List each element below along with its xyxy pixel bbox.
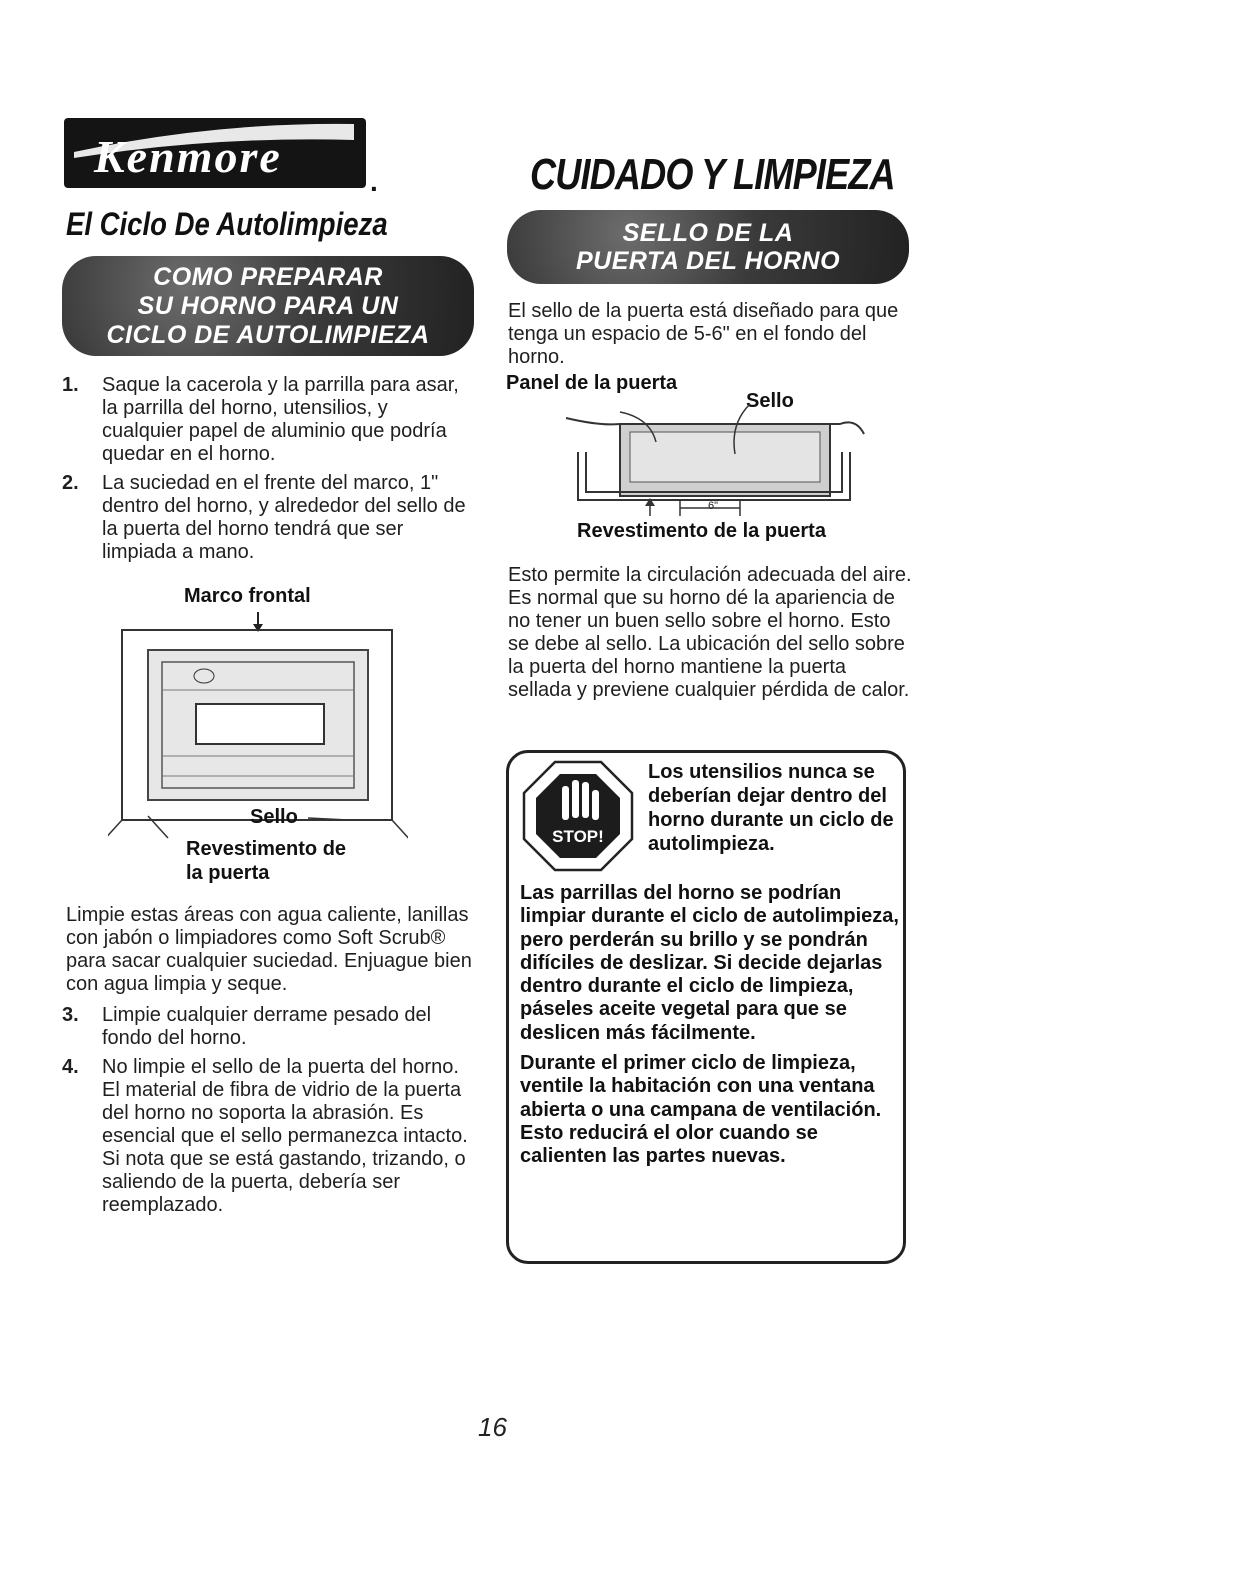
page-number: 16 [478, 1412, 507, 1442]
kenmore-logo [64, 118, 366, 188]
door-seal-banner [507, 210, 909, 284]
figure-label-front-frame: Marco frontal [184, 585, 311, 607]
item-text: Limpie cualquier derrame pesado del fondo del horno. [102, 1004, 432, 1049]
list-item [62, 1004, 472, 1050]
warning-paragraph: Durante el primer ciclo de limpieza, ventile la habitación con una ventana abierta o una campana de ventilación. Esto reducirá el olor cuando se calienten las partes nuevas. [520, 1052, 882, 1168]
figure-dimension-label: 6" [708, 500, 719, 512]
list-item [62, 472, 472, 564]
item-number: 2. [62, 472, 79, 494]
banner-line: COMO PREPARAR [153, 262, 383, 291]
logo-text: Kenmore [94, 131, 282, 182]
figure-label-liner-2: la puerta [186, 862, 270, 884]
item-number: 3. [62, 1004, 79, 1026]
warning-paragraph: Las parrillas del horno se podrían limpiar durante el ciclo de autolimpieza, pero perderán su brillo y se pondrán difíciles de deslizar. Si decide dejarlas dentro durante el ciclo de limpieza, páseles aceite vegetal para que se deslicen más fácilmente. [520, 882, 899, 1044]
banner-line: PUERTA DEL HORNO [575, 247, 841, 275]
steps-list-2 [62, 1004, 472, 1217]
figure-label-liner-1: Revestimento de [186, 838, 347, 860]
list-item [62, 374, 472, 466]
warning-body [520, 882, 904, 1176]
item-number: 1. [62, 374, 79, 396]
list-item [62, 1056, 472, 1217]
door-seal-intro: El sello de la puerta está diseñado para que tenga un espacio de 5-6" en el fondo del horno. [508, 300, 899, 368]
figure-label-seal-left: Sello [250, 806, 298, 828]
logo-trademark-dot: . [370, 166, 378, 197]
stop-label: STOP! [552, 827, 604, 846]
steps-list-1 [62, 374, 472, 564]
item-text: Saque la cacerola y la parrilla para asar, la parrilla del horno, utensilios, y cualquier papel de aluminio que podría quedar en el horno. [102, 374, 459, 465]
clean-instructions-paragraph: Limpie estas áreas con agua caliente, lanillas con jabón o limpiadores como Soft Scrub® para sacar cualquier suciedad. Enjuague bien con agua limpia y seque. [66, 904, 472, 995]
section-title: El Ciclo De Autolimpieza [66, 206, 388, 242]
seal-explanation-paragraph: Esto permite la circulación adecuada del aire. Es normal que su horno dé la apariencia de no tener un buen sello sobre el horno. Esto se debe al sello. La ubicación del sello sobre la puerta del horno mantiene la puerta sellada y previene cualquier pérdida de calor. [508, 564, 912, 701]
warning-headline: Los utensilios nunca se deberían dejar dentro del horno durante un ciclo de autolimpieza. [648, 761, 894, 855]
banner-line: SELLO DE LA [622, 219, 794, 247]
figure-label-door-liner: Revestimento de la puerta [577, 520, 826, 542]
stop-hand-icon [522, 760, 634, 872]
banner-line: CICLO DE AUTOLIMPIEZA [106, 320, 430, 349]
banner-line: SU HORNO PARA UN [137, 291, 399, 320]
prepare-oven-banner [62, 256, 474, 356]
item-text: La suciedad en el frente del marco, 1" dentro del horno, y alrededor del sello de la puerta del horno tendrá que ser limpiada a mano. [102, 472, 466, 563]
figure-label-door-panel: Panel de la puerta [506, 372, 678, 394]
page-title: CUIDADO Y LIMPIEZA [530, 150, 895, 199]
item-number: 4. [62, 1056, 79, 1078]
item-text: No limpie el sello de la puerta del horno. El material de fibra de vidrio de la puerta del horno no soporta la abrasión. Es esencial que el sello permanezca intacto. Si nota que se está gastando, trizando, o saliendo de la puerta, debería ser reemplazado. [102, 1056, 468, 1216]
figure-label-seal-right: Sello [746, 390, 794, 412]
